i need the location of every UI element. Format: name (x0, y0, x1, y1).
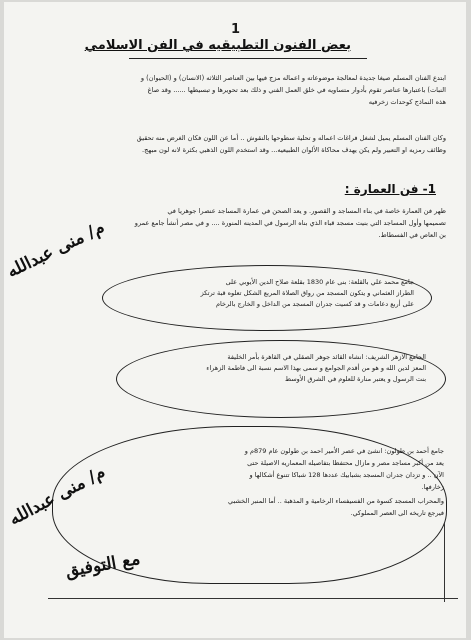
bottom-rule (48, 598, 458, 599)
architecture-line: تصميمها وأول المساجد التي بنيت مسجد قباء الذي بناه الرسول في المدينه المنورة .... و في مصر أنشأ جامع عمرو (134, 219, 446, 227)
page-number: 1 (231, 22, 241, 37)
title-underline (129, 58, 367, 59)
document-page (4, 2, 466, 638)
intro-line: النبات) باعتبارها عناصر تقوم بأدوار متساويه في خلق العمل الفني و ذلك بعد تحويرها و تبسيطها ...... وقد صاغ (147, 86, 446, 94)
handwritten-note-top: م/ منى عبدالله (4, 217, 108, 282)
handwritten-note-bottom: م/ منى عبدالله (6, 462, 109, 530)
handwritten-signature-caption: مع التوفيق (64, 548, 142, 582)
architecture-line: ظهر فن العمارة خاصة في بناء المساجد و القصور. و يعد الصحن في عمارة المساجد عنصرا جوهريا في (167, 207, 446, 215)
page-title: بعض الفنون التطبيقيه في الفن الاسلامي (84, 38, 351, 53)
mosque-text-line: الطراز العثماني و يتكون المسجد من رواق الصلاة المربع الشكل تعلوه قبة ترتكز (200, 289, 414, 297)
intro-line: هذه النماذج كوحدات زخرفيه (368, 98, 446, 106)
mosque-text-line: والمحراب المسجد كسوة من الفسيفساء الرخامية و المذهبة .. أما المنبر الخشبي (228, 497, 444, 505)
mosque-text-line: على أربع دعامات و قد كسيت جدران المسجد من الداخل و الخارج بالرخام (216, 300, 414, 308)
architecture-line: بن العاص في الفسطاط. (378, 231, 446, 239)
mosque-text-line: زخارفها. (421, 483, 444, 491)
intro2-line: وكان الفنان المسلم يميل لشغل فراغات اعماله و تحلية سطوحها بالنقوش .. أما عن اللون فكان الغرض منه تحقيق (136, 134, 446, 142)
mosque-text-line: فيرجع تاريخه الى العصر المملوكي. (350, 509, 444, 517)
mosque-text-line: المعز لدين الله و هو من أقدم الجوامع و سمى بهذا الاسم نسبة الى فاطمة الزهراء (206, 364, 426, 372)
mosque-text-line: جامع محمد علي بالقلعة: بنى عام 1830 بقلعة صلاح الدين الأيوبي على (225, 278, 414, 286)
mosque-text-line: الآن .. و تزدان جدران المسجد بشبابيك عددها 128 شباكا تتنوع أشكالها و (249, 471, 444, 479)
mosque-text-line: الجامع الازهر الشريف: انشاه القائد جوهر الصقلي في القاهرة بأمر الخليفة (227, 353, 426, 361)
mosque-text-line: يعد من أكبر مساجد مصر و مازال محتفظا بتفاصيله المعماريه الاصيلة حتى (247, 459, 444, 467)
intro2-line: وظائف رمزيه او التعبير ولم يكن يهدف محاكاة الألوان الطبيعيه... وقد استخدم اللون الذهبي بكثرة لانه لون مبهج. (142, 146, 446, 154)
mosque-text-line: جامع أحمد بن طولون: انشئ في عصر الأمير احمد بن طولون عام 879م و (244, 447, 444, 455)
section-heading: 1- فن العمارة : (344, 182, 436, 196)
side-rule (444, 522, 445, 602)
mosque-text-line: بنت الرسول و يعتبر منارة للعلوم في الشرق الأوسط (285, 375, 426, 383)
intro-line: ابتدع الفنان المسلم صيغا جديدة لمعالجة موضوعاته و اعماله مزج فيها بين العناصر الثلاثه (الانسان) و (الحيوان) و (140, 74, 446, 82)
